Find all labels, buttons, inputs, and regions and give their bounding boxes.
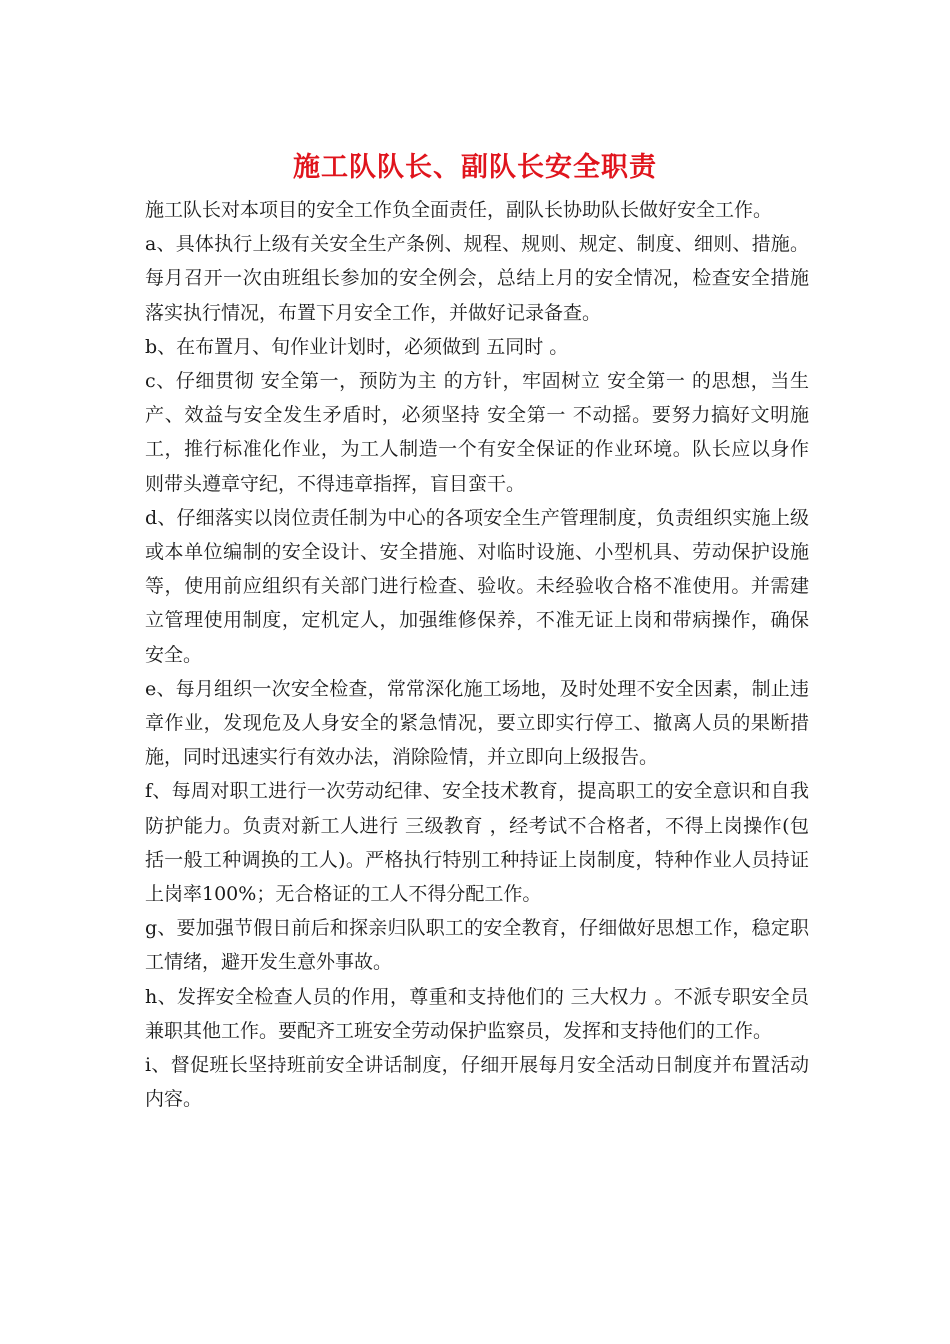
document-title: 施工队队长、副队长安全职责 — [293, 152, 657, 183]
paragraph-h: h、发挥安全检查人员的作用，尊重和支持他们的 三大权力 。不派专职安全员兼职其他工作。要配齐工班安全劳动保护监察员，发挥和支持他们的工作。 — [145, 985, 809, 1042]
paragraph-d: d、仔细落实以岗位责任制为中心的各项安全生产管理制度，负责组织实施上级或本单位编制的安全设计、安全措施、对临时设施、小型机具、劳动保护设施等，使用前应组织有关部门进行检查、验收。未经验收合格不准使用。并需建立管理使用制度，定机定人，加强维修保养，不准无证上岗和带病操作，确保安全。 — [145, 506, 809, 666]
paragraph-b: b、在布置月、旬作业计划时，必须做到 五同时 。 — [145, 335, 569, 358]
paragraph-intro: 施工队长对本项目的安全工作负全面责任，副队长协助队长做好安全工作。 — [145, 199, 773, 221]
paragraph-e: e、每月组织一次安全检查，常常深化施工场地，及时处理不安全因素，制止违章作业，发现危及人身安全的紧急情况，要立即实行停工、撤离人员的果断措施，同时迅速实行有效办法，消除险情，并立即向上级报告。 — [145, 677, 809, 769]
paragraph-f: f、每周对职工进行一次劳动纪律、安全技术教育，提高职工的安全意识和自我防护能力。负责对新工人进行 三级教育 ，经考试不合格者，不得上岗操作(包括一般工种调换的工人)。严格执行特别工种持证上岗制度，特种作业人员持证上岗率100%；无合格证的工人不得分配工作。 — [145, 780, 809, 906]
document-body — [145, 193, 809, 1116]
paragraph-i: i、督促班长坚持班前安全讲话制度，仔细开展每月安全活动日制度并布置活动内容。 — [145, 1054, 809, 1111]
paragraph-g: g、要加强节假日前后和探亲归队职工的安全教育，仔细做好思想工作，稳定职工情绪，避开发生意外事故。 — [145, 917, 809, 974]
paragraph-c: c、仔细贯彻 安全第一，预防为主 的方针，牢固树立 安全第一 的思想，当生产、效益与安全发生矛盾时，必须坚持 安全第一 不动摇。要努力搞好文明施工，推行标准化作业，为工人制造一个有安全保证的作业环境。队长应以身作则带头遵章守纪，不得违章指挥，盲目蛮干。 — [145, 370, 809, 495]
paragraph-a: a、具体执行上级有关安全生产条例、规程、规则、规定、制度、细则、措施。每月召开一次由班组长参加的安全例会，总结上月的安全情况，检查安全措施落实执行情况，布置下月安全工作，并做好记录备查。 — [145, 233, 809, 324]
